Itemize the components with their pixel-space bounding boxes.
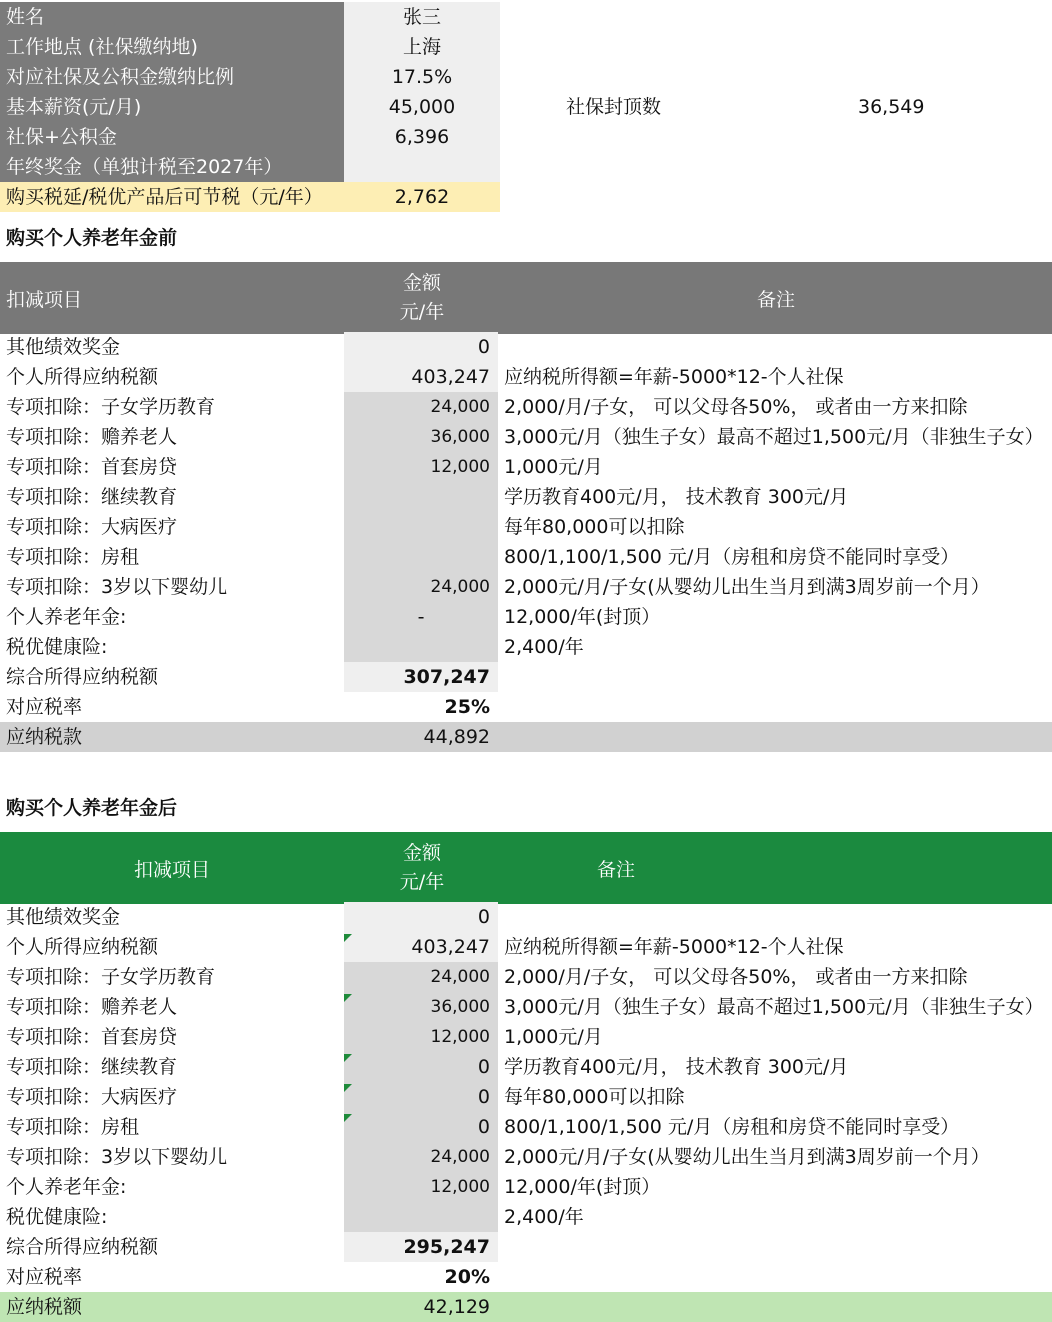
row-label: 专项扣除：3岁以下婴幼儿	[6, 576, 228, 598]
row-label: 个人所得应纳税额	[6, 936, 159, 958]
table-row	[0, 602, 1052, 632]
table-row	[0, 902, 1052, 932]
table-row	[0, 692, 1052, 722]
summary-label: 工作地点 (社保缴纳地)	[0, 32, 344, 62]
row-amount[interactable]: 24,000	[344, 1142, 498, 1172]
row-label: 专项扣除：房租	[6, 1116, 140, 1138]
row-amount[interactable]: 0	[344, 1112, 498, 1142]
table-row	[0, 542, 1052, 572]
row-label: 其他绩效奖金	[6, 906, 121, 928]
header-note: 备注	[596, 858, 635, 881]
row-amount[interactable]	[344, 482, 498, 512]
table-row	[0, 572, 1052, 602]
row-label: 专项扣除：赡养老人	[6, 996, 178, 1018]
formula-indicator-icon	[344, 1114, 352, 1122]
summary-row-name	[0, 2, 1052, 32]
header-note: 备注	[756, 288, 795, 311]
row-note: 每年80,000可以扣除	[504, 1086, 685, 1108]
tax-saving-value[interactable]: 2,762	[344, 182, 500, 212]
row-note: 1,000元/月	[504, 1026, 603, 1048]
row-amount[interactable]: 403,247	[344, 362, 498, 392]
summary-row-location	[0, 32, 1052, 62]
row-label: 专项扣除：3岁以下婴幼儿	[6, 1146, 228, 1168]
formula-indicator-icon	[344, 1054, 352, 1062]
row-amount[interactable]: 24,000	[344, 392, 498, 422]
row-note: 2,000/月/子女， 可以父母各50%， 或者由一方来扣除	[504, 966, 968, 988]
table-row	[0, 362, 1052, 392]
row-label: 税优健康险:	[6, 636, 108, 658]
row-note: 800/1,100/1,500 元/月（房租和房贷不能同时享受）	[504, 546, 960, 568]
row-note	[500, 332, 1052, 362]
row-amount[interactable]: 12,000	[344, 452, 498, 482]
row-note: 学历教育400元/月， 技术教育 300元/月	[504, 486, 849, 508]
table-row	[0, 1082, 1052, 1112]
summary-value[interactable]	[344, 152, 500, 182]
row-note: 2,000/月/子女， 可以父母各50%， 或者由一方来扣除	[504, 396, 968, 418]
total-label: 应纳税额	[6, 1296, 83, 1318]
row-label: 其他绩效奖金	[6, 336, 121, 358]
row-amount[interactable]: 24,000	[344, 572, 498, 602]
row-note: 每年80,000可以扣除	[504, 516, 685, 538]
social-cap-label: 社保封顶数	[566, 96, 662, 118]
row-amount[interactable]: 20%	[444, 1266, 490, 1288]
table-row	[0, 1172, 1052, 1202]
row-amount[interactable]: 0	[344, 1082, 498, 1112]
summary-label: 年终奖金（单独计税至2027年）	[0, 152, 344, 182]
row-note: 800/1,100/1,500 元/月（房租和房贷不能同时享受）	[504, 1116, 960, 1138]
tax-saving-label: 购买税延/税优产品后可节税（元/年）	[0, 182, 344, 212]
row-label: 专项扣除：首套房贷	[6, 1026, 178, 1048]
section-title-before: 购买个人养老年金前	[6, 227, 178, 249]
header-amount-line1: 金额	[402, 272, 441, 294]
row-label: 个人养老年金:	[6, 1176, 127, 1198]
row-amount[interactable]: 12,000	[344, 1172, 498, 1202]
row-amount[interactable]: 0	[344, 1052, 498, 1082]
summary-row-salary	[0, 92, 1052, 122]
row-note: 3,000元/月（独生子女）最高不超过1,500元/月（非独生子女）	[504, 996, 1044, 1018]
summary-row-ratio	[0, 62, 1052, 92]
header-amount	[344, 262, 500, 334]
table-row	[0, 452, 1052, 482]
table-row	[0, 1022, 1052, 1052]
row-amount[interactable]	[344, 632, 498, 662]
summary-value[interactable]: 上海	[344, 32, 500, 62]
row-label: 专项扣除：房租	[6, 546, 140, 568]
row-note: 12,000/年(封顶）	[504, 606, 661, 628]
row-label: 专项扣除：大病医疗	[6, 516, 178, 538]
total-amount[interactable]: 42,129	[423, 1296, 490, 1318]
row-amount[interactable]: 25%	[444, 696, 490, 718]
row-label: 个人养老年金:	[6, 606, 127, 628]
row-label: 对应税率	[6, 1266, 83, 1288]
table-row	[0, 332, 1052, 362]
header-amount-line1: 金额	[402, 842, 441, 864]
summary-label: 基本薪资(元/月)	[0, 92, 344, 122]
table-row	[0, 1262, 1052, 1292]
table-row	[0, 1052, 1052, 1082]
table-row	[0, 392, 1052, 422]
row-note: 2,000元/月/子女(从婴幼儿出生当月到满3周岁前一个月）	[504, 1146, 990, 1168]
row-label: 对应税率	[6, 696, 83, 718]
summary-value[interactable]: 45,000	[344, 92, 500, 122]
table-row	[0, 1142, 1052, 1172]
total-row-before	[0, 722, 1052, 752]
table-row	[0, 1112, 1052, 1142]
summary-row-social	[0, 122, 1052, 152]
row-label: 专项扣除：大病医疗	[6, 1086, 178, 1108]
table-header-after	[0, 832, 1052, 904]
row-label: 专项扣除：赡养老人	[6, 426, 178, 448]
row-note: 2,400/年	[504, 636, 584, 658]
table-row	[0, 632, 1052, 662]
table-row	[0, 662, 1052, 692]
row-amount[interactable]: 295,247	[344, 1232, 498, 1262]
row-label: 专项扣除：继续教育	[6, 1056, 178, 1078]
row-amount[interactable]	[344, 1202, 498, 1232]
row-note: 学历教育400元/月， 技术教育 300元/月	[504, 1056, 849, 1078]
row-note: 应纳税所得额=年薪-5000*12-个人社保	[504, 366, 844, 388]
row-label: 专项扣除：首套房贷	[6, 456, 178, 478]
header-item: 扣减项目	[6, 288, 83, 311]
table-row	[0, 422, 1052, 452]
row-note	[500, 902, 1052, 932]
summary-value[interactable]: 6,396	[344, 122, 500, 152]
formula-indicator-icon	[344, 934, 352, 942]
table-row	[0, 1202, 1052, 1232]
row-note: 2,000元/月/子女(从婴幼儿出生当月到满3周岁前一个月）	[504, 576, 990, 598]
table-row	[0, 1232, 1052, 1262]
row-amount[interactable]	[344, 542, 498, 572]
summary-row-bonus	[0, 152, 1052, 182]
row-note: 12,000/年(封顶）	[504, 1176, 661, 1198]
row-label: 个人所得应纳税额	[6, 366, 159, 388]
row-amount[interactable]	[344, 512, 498, 542]
row-note: 2,400/年	[504, 1206, 584, 1228]
row-note: 1,000元/月	[504, 456, 603, 478]
summary-label: 姓名	[0, 2, 344, 32]
table-row	[0, 512, 1052, 542]
section-title-after: 购买个人养老年金后	[6, 797, 178, 819]
formula-indicator-icon	[344, 994, 352, 1002]
row-label: 专项扣除：子女学历教育	[6, 396, 216, 418]
header-amount-line2: 元/年	[399, 871, 445, 893]
row-amount[interactable]: 36,000	[344, 992, 498, 1022]
row-label: 税优健康险:	[6, 1206, 108, 1228]
row-note	[500, 1232, 1052, 1262]
total-amount[interactable]: 44,892	[423, 726, 490, 748]
row-label: 综合所得应纳税额	[6, 1236, 159, 1258]
summary-label: 对应社保及公积金缴纳比例	[0, 62, 344, 92]
row-label: 专项扣除：继续教育	[6, 486, 178, 508]
table-row	[0, 932, 1052, 962]
header-amount	[344, 832, 500, 904]
row-note: 3,000元/月（独生子女）最高不超过1,500元/月（非独生子女）	[504, 426, 1044, 448]
row-label: 综合所得应纳税额	[6, 666, 159, 688]
total-row-after	[0, 1292, 1052, 1322]
row-amount[interactable]: 12,000	[344, 1022, 498, 1052]
row-amount[interactable]: 0	[344, 902, 498, 932]
summary-label: 社保+公积金	[0, 122, 344, 152]
row-amount[interactable]: 36,000	[344, 422, 498, 452]
summary-value[interactable]: 17.5%	[344, 62, 500, 92]
social-cap-value[interactable]: 36,549	[858, 96, 925, 118]
row-note: 应纳税所得额=年薪-5000*12-个人社保	[504, 936, 844, 958]
total-label: 应纳税款	[6, 726, 83, 748]
table-row	[0, 962, 1052, 992]
row-note	[500, 662, 1052, 692]
row-amount[interactable]: 403,247	[344, 932, 498, 962]
row-note	[500, 692, 1052, 722]
formula-indicator-icon	[344, 1084, 352, 1092]
row-label: 专项扣除：子女学历教育	[6, 966, 216, 988]
row-amount[interactable]: 307,247	[344, 662, 498, 692]
row-note	[500, 1262, 1052, 1292]
row-amount[interactable]: -	[344, 602, 498, 632]
row-amount[interactable]: 0	[344, 332, 498, 362]
header-item: 扣减项目	[133, 858, 210, 881]
summary-row-saving	[0, 182, 1052, 212]
table-header-before	[0, 262, 1052, 334]
table-row	[0, 992, 1052, 1022]
header-amount-line2: 元/年	[399, 301, 445, 323]
summary-value[interactable]: 张三	[344, 2, 500, 32]
table-row	[0, 482, 1052, 512]
row-amount[interactable]: 24,000	[344, 962, 498, 992]
